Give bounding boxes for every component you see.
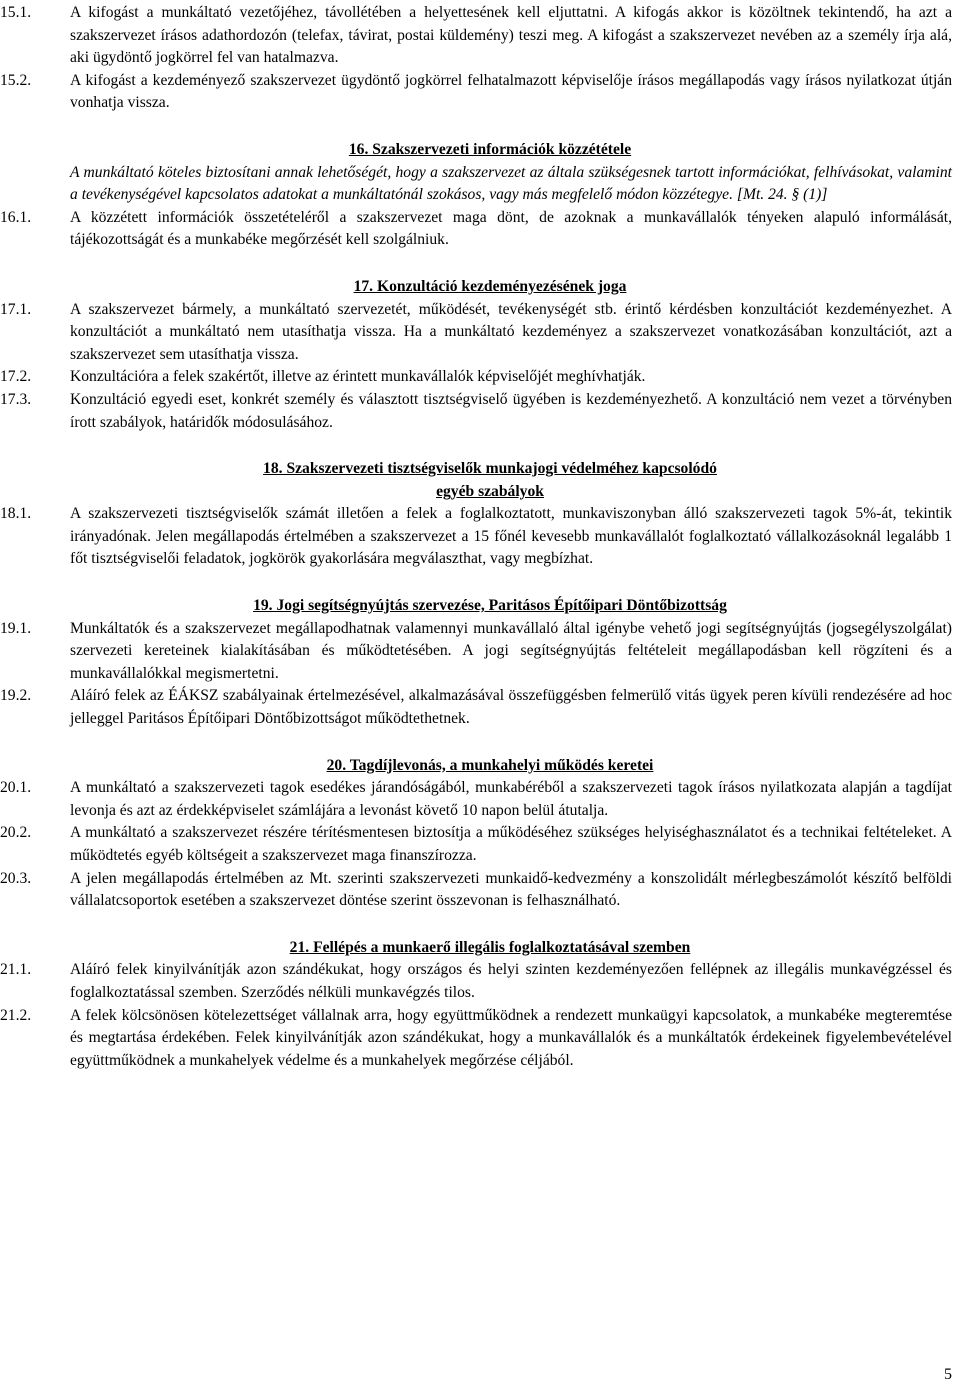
paragraph-text: A munkáltató a szakszervezeti tagok esedékes járandóságából, munkabéréből a szakszervezeti tagok írásos nyilatkozata alapján a tagdíjat levonja és azt az érdekképviselet számlájára a levonást követő 10 napon belül átutalja. xyxy=(70,779,952,819)
section-16-intro: A munkáltató köteles biztosítani annak lehetőségét, hogy a szakszervezet az általa szükségesnek tartott információkat, felhívásokat, valamint a tevékenységével kapcsolatos adatokat a munkáltatónál szokásos, vagy más megfelelő módon közzétegye. [Mt. 24. § (1)] xyxy=(70,163,952,204)
paragraph-number: 19.2. xyxy=(0,687,32,705)
spacer xyxy=(0,731,960,755)
paragraph-text: Konzultáció egyedi eset, konkrét személy és választott tisztségviselő ügyében is kezdeményezhető. A konzultáció nem vezet a törvényben írott szabályok, határidők módosulásához. xyxy=(70,390,952,431)
section-17-title: 17. Konzultáció kezdeményezésének joga xyxy=(353,277,627,295)
paragraph-21-2 xyxy=(0,1005,960,1073)
paragraph-16-1 xyxy=(0,207,960,252)
paragraph-text: A felek kölcsönösen kötelezettséget vállalnak arra, hogy együttműködnek a rendezett munkaügyi kapcsolatok, a munkabéke megteremtése és megtartása érdekében. Felek kinyilvánítják azon szándékukat, hogy a munkavállalók és a munkáltatók érdekeinek figyelembevételével együttműködnek a munkahelyek védelme és a munkahelyek megőrzése céljából. xyxy=(70,1006,952,1069)
paragraph-17-1 xyxy=(0,299,960,367)
paragraph-number: 16.1. xyxy=(0,208,32,226)
paragraph-17-2 xyxy=(0,366,960,389)
paragraph-number: 17.3. xyxy=(0,390,32,408)
section-18-title-line1: 18. Szakszervezeti tisztségviselők munkajogi védelméhez kapcsolódó xyxy=(263,460,717,478)
paragraph-number: 20.3. xyxy=(0,869,32,887)
paragraph-21-1 xyxy=(0,959,960,1004)
paragraph-text: A szakszervezeti tisztségviselők számát illetően a felek a foglalkoztatott, munkaviszonyban álló szakszervezeti tagok 5%-át, tekintik irányadónak. Jelen megállapodás értelmében a szakszervezet a 15 főnél kevesebb munkavállalót foglalkoztató vállalkozásoknál legalább 1 főt tisztségviselői feladatok, jogkörök gyakorlására megválaszthat, vagy megbízhat. xyxy=(70,505,952,568)
paragraph-19-2 xyxy=(0,685,960,730)
paragraph-17-3 xyxy=(0,389,960,434)
paragraph-20-2 xyxy=(0,822,960,867)
spacer xyxy=(0,913,960,937)
paragraph-text: A kifogást a munkáltató vezetőjéhez, távollétében a helyettesének kell eljuttatni. A kifogás akkor is közöltnek tekintendő, ha azt a szakszervezet írásos adathordozón (telefax, távirat, postai küldemény) teszi meg. A kifogást a szakszervezet nevében az a személy írja alá, aki ügydöntő jogkörrel fel van hatalmazva. xyxy=(70,4,952,67)
spacer xyxy=(0,252,960,276)
spacer xyxy=(0,434,960,458)
paragraph-text: A kifogást a kezdeményező szakszervezet ügydöntő jogkörrel felhatalmazott képviselője írásos megállapodás vagy írásos nyilatkozat útján vonhatja vissza. xyxy=(70,71,952,112)
paragraph-20-1 xyxy=(0,777,960,822)
paragraph-text: A szakszervezet bármely, a munkáltató szervezetét, működését, tevékenységét stb. érintő kérdésben konzultációt kezdeményezhet. A konzultációt a munkáltató nem utasíthatja vissza. Ha a munkáltató kezdeményez a szakszervezet vonatkozásában konzultációt, azt a szakszervezet sem utasíthatja vissza. xyxy=(70,300,952,363)
paragraph-19-1 xyxy=(0,618,960,686)
section-18-title-line2: egyéb szabályok xyxy=(436,482,544,500)
paragraph-number: 21.1. xyxy=(0,961,32,979)
paragraph-number: 15.2. xyxy=(0,71,32,89)
paragraph-number: 17.1. xyxy=(0,300,32,318)
paragraph-text: Munkáltatók és a szakszervezet megállapodhatnak valamennyi munkavállaló által igénybe vehető jogi segítségnyújtás (jogsegélyszolgálat) szervezeti kereteinek kialakításában és működtetésében. A jogi segítségnyújtás feltételeit megállapodásban kell rögzíteni és a munkavállalókkal megismertetni. xyxy=(70,619,952,682)
spacer xyxy=(0,115,960,139)
paragraph-text: A munkáltató a szakszervezet részére térítésmentesen biztosítja a működéséhez szükséges helyiséghasználatot és a technikai feltételeket. A működtetés egyéb költségeit a szakszervezet maga finanszírozza. xyxy=(70,824,952,864)
paragraph-number: 19.1. xyxy=(0,619,32,637)
paragraph-text: Konzultációra a felek szakértőt, illetve az érintett munkavállalók képviselőjét meghívhatják. xyxy=(70,368,646,386)
paragraph-number: 15.1. xyxy=(0,4,32,21)
paragraph-number: 17.2. xyxy=(0,368,32,386)
section-16-title: 16. Szakszervezeti információk közzététele xyxy=(348,140,632,158)
paragraph-text: Aláíró felek az ÉÁKSZ szabályainak értelmezésével, alkalmazásával összefüggésben felmerülő vitás ügyek peren kívüli rendezésére ad hoc jelleggel Paritásos Építőipari Döntőbizottságot működtethetnek. xyxy=(70,687,952,728)
paragraph-number: 20.2. xyxy=(0,824,32,842)
section-21-title: 21. Fellépés a munkaerő illegális foglalkoztatásával szemben xyxy=(289,938,691,956)
paragraph-number: 21.2. xyxy=(0,1006,32,1024)
paragraph-text: Aláíró felek kinyilvánítják azon szándékukat, hogy országos és helyi szinten kezdeményezően fellépnek az illegális munkavégzéssel és foglalkoztatással szemben. Szerződés nélküli munkavégzés tilos. xyxy=(70,961,952,1001)
section-19-title: 19. Jogi segítségnyújtás szervezése, Paritásos Építőipari Döntőbizottság xyxy=(253,597,727,615)
spacer xyxy=(0,571,960,595)
section-20-title: 20. Tagdíjlevonás, a munkahelyi működés keretei xyxy=(326,756,654,774)
paragraph-text: A közzétett információk összetételéről a szakszervezet maga dönt, de azoknak a munkavállalók tényeken alapuló informálását, tájékozottságát és a munkabéke megőrzését kell szolgálniuk. xyxy=(70,208,952,249)
paragraph-20-3 xyxy=(0,868,960,913)
paragraph-number: 18.1. xyxy=(0,505,32,523)
paragraph-18-1 xyxy=(0,503,960,571)
page-number: 5 xyxy=(944,1366,952,1383)
paragraph-15-2 xyxy=(0,70,960,115)
paragraph-number: 20.1. xyxy=(0,779,32,797)
paragraph-15-1 xyxy=(0,2,960,70)
paragraph-text: A jelen megállapodás értelmében az Mt. szerinti szakszervezeti munkaidő-kedvezmény a konszolidált mérlegbeszámolót készítő belföldi vállalatcsoportok esetében a szakszervezet döntése szerint összevonan is felhasználható. xyxy=(70,869,952,910)
